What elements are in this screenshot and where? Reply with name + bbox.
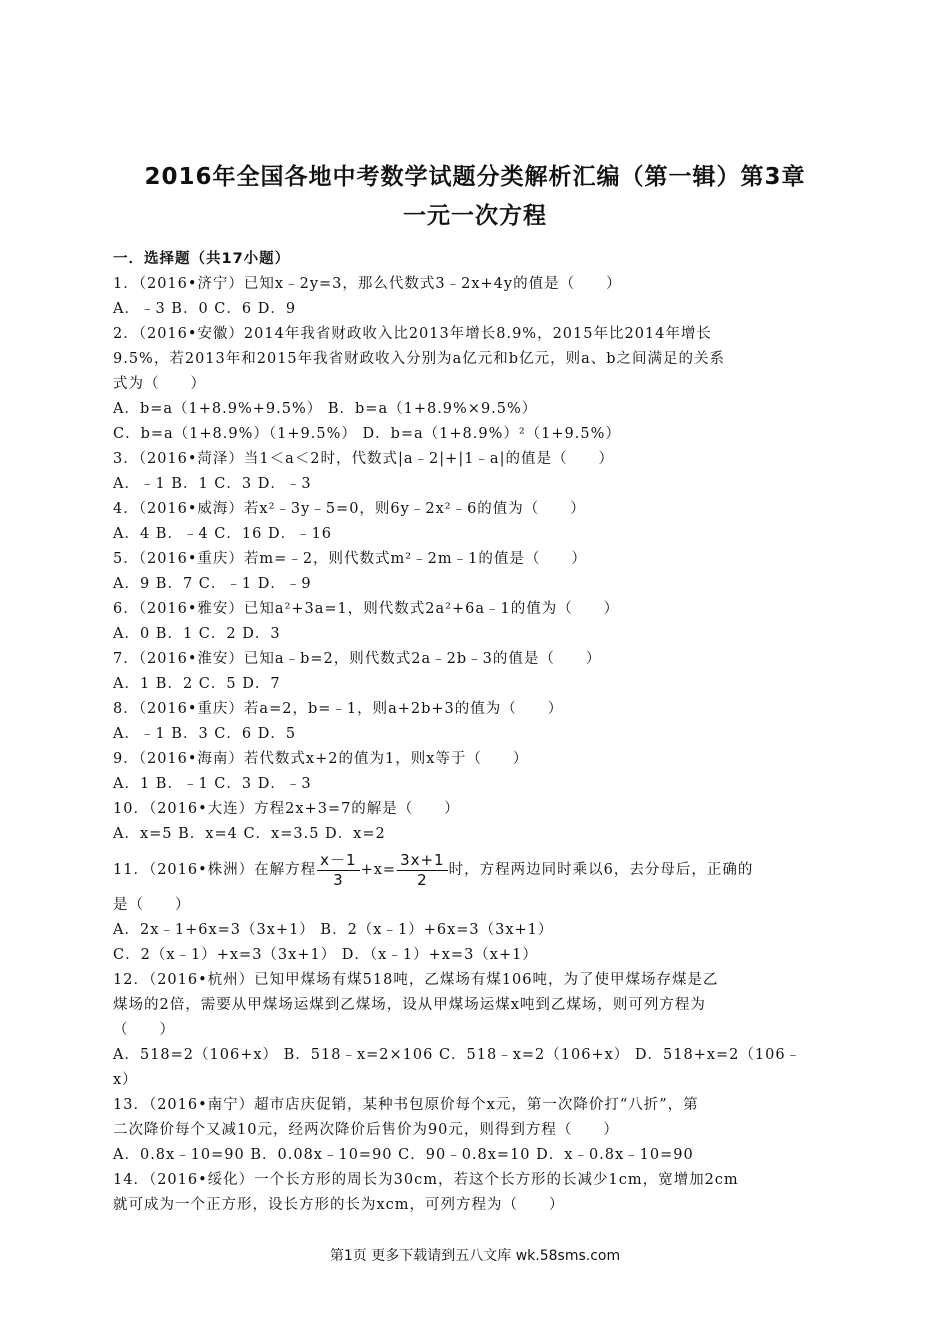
text-line: A．1 B．﹣1 C．3 D．﹣3 bbox=[113, 776, 312, 792]
text-line: 8．（2016•重庆）若a=2，b=﹣1，则a+2b+3的值为（ ） bbox=[113, 701, 564, 717]
q11-frac2-denominator: 2 bbox=[417, 870, 428, 889]
text-line: （ ） bbox=[113, 1022, 175, 1038]
text-line: 2．（2016•安徽）2014年我省财政收入比2013年增长8.9%，2015年比2014年增长 bbox=[113, 326, 712, 342]
text-line: 二次降价每个又减10元，经两次降价后售价为90元，则得到方程（ ） bbox=[113, 1122, 619, 1138]
section-heading: 一．选择题（共17小题） bbox=[113, 251, 291, 267]
text-line: A．﹣3 B．0 C．6 D．9 bbox=[113, 301, 297, 317]
text-line: 9．（2016•海南）若代数式x+2的值为1，则x等于（ ） bbox=[113, 751, 529, 767]
text-line: 煤场的2倍，需要从甲煤场运煤到乙煤场，设从甲煤场运煤x吨到乙煤场，则可列方程为 bbox=[113, 997, 706, 1013]
text-line: A．﹣1 B．3 C．6 D．5 bbox=[113, 726, 297, 742]
text-line: 9.5%，若2013年和2015年我省财政收入分别为a亿元和b亿元，则a、b之间满足的关系 bbox=[113, 351, 725, 367]
text-line: A．x=5 B．x=4 C．x=3.5 D．x=2 bbox=[113, 826, 386, 842]
text-line: C．b=a（1+8.9%）（1+9.5%） D．b=a（1+8.9%）²（1+9.5%） bbox=[113, 426, 621, 442]
text-line: A．﹣1 B．1 C．3 D．﹣3 bbox=[113, 476, 312, 492]
text-line: A．2x﹣1+6x=3（3x+1） B．2（x﹣1）+6x=3（3x+1） bbox=[113, 922, 554, 938]
text-line: A．b=a（1+8.9%+9.5%） B．b=a（1+8.9%×9.5%） bbox=[113, 401, 538, 417]
text-line: A．0 B．1 C．2 D．3 bbox=[113, 626, 281, 642]
q11-middle: +x= bbox=[360, 862, 397, 878]
text-line: 式为（ ） bbox=[113, 376, 206, 392]
q11-frac1-numerator: x－1 bbox=[317, 851, 359, 871]
text-line: A．4 B．﹣4 C．16 D．﹣16 bbox=[113, 526, 333, 542]
q11-frac2-numerator: 3x+1 bbox=[397, 851, 448, 871]
text-line: 13．（2016•南宁）超市店庆促销，某种书包原价每个x元，第一次降价打“八折”，第 bbox=[113, 1097, 699, 1113]
q11-suffix: 时，方程两边同时乘以6，去分母后，正确的 bbox=[448, 862, 754, 878]
document-title-line2: 一元一次方程 bbox=[403, 203, 547, 229]
text-line: A．0.8x﹣10=90 B．0.08x﹣10=90 C．90﹣0.8x=10 D．x﹣0.8x﹣10=90 bbox=[113, 1147, 694, 1163]
text-line: 是（ ） bbox=[113, 897, 191, 913]
text-line: 7．（2016•淮安）已知a﹣b=2，则代数式2a﹣2b﹣3的值是（ ） bbox=[113, 651, 602, 667]
text-line: 12．（2016•杭州）已知甲煤场有煤518吨，乙煤场有煤106吨，为了使甲煤场存煤是乙 bbox=[113, 972, 719, 988]
q11-fraction-1 bbox=[317, 851, 359, 890]
text-line: 3．（2016•菏泽）当1＜a＜2时，代数式|a﹣2|+|1﹣a|的值是（ ） bbox=[113, 451, 614, 467]
text-line: A．518=2（106+x） B．518﹣x=2×106 C．518﹣x=2（106+x） D．518+x=2（106﹣ bbox=[113, 1047, 802, 1063]
question-11-stem bbox=[113, 847, 838, 893]
q11-fraction-2 bbox=[397, 851, 448, 890]
text-line: A．1 B．2 C．5 D．7 bbox=[113, 676, 281, 692]
text-line: C．2（x﹣1）+x=3（3x+1） D．（x﹣1）+x=3（x+1） bbox=[113, 947, 538, 963]
question-list bbox=[113, 247, 838, 1218]
text-line: 1．（2016•济宁）已知x﹣2y=3，那么代数式3﹣2x+4y的值是（ ） bbox=[113, 276, 622, 292]
question-lines-1 bbox=[113, 272, 838, 847]
text-line: 就可成为一个正方形，设长方形的长为xcm，可列方程为（ ） bbox=[113, 1197, 565, 1213]
q11-prefix: 11．（2016•株洲）在解方程 bbox=[113, 862, 317, 878]
text-line: 14．（2016•绥化）一个长方形的周长为30cm，若这个长方形的长减少1cm，宽增加2cm bbox=[113, 1172, 739, 1188]
page-footer: 第1页 更多下载请到五八文库 wk.58sms.com bbox=[329, 1248, 621, 1264]
text-line: A．9 B．7 C．﹣1 D．﹣9 bbox=[113, 576, 312, 592]
question-lines-2 bbox=[113, 893, 838, 1218]
text-line: 6．（2016•雅安）已知a²+3a=1，则代数式2a²+6a﹣1的值为（ ） bbox=[113, 601, 620, 617]
text-line: 10．（2016•大连）方程2x+3=7的解是（ ） bbox=[113, 801, 460, 817]
text-line: 5．（2016•重庆）若m=﹣2，则代数式m²﹣2m﹣1的值是（ ） bbox=[113, 551, 587, 567]
document-title-line1: 2016年全国各地中考数学试题分类解析汇编（第一辑）第3章 bbox=[144, 164, 806, 190]
q11-frac1-denominator: 3 bbox=[333, 870, 344, 889]
text-line: x） bbox=[113, 1072, 138, 1088]
text-line: 4．（2016•威海）若x²﹣3y﹣5=0，则6y﹣2x²﹣6的值为（ ） bbox=[113, 501, 586, 517]
